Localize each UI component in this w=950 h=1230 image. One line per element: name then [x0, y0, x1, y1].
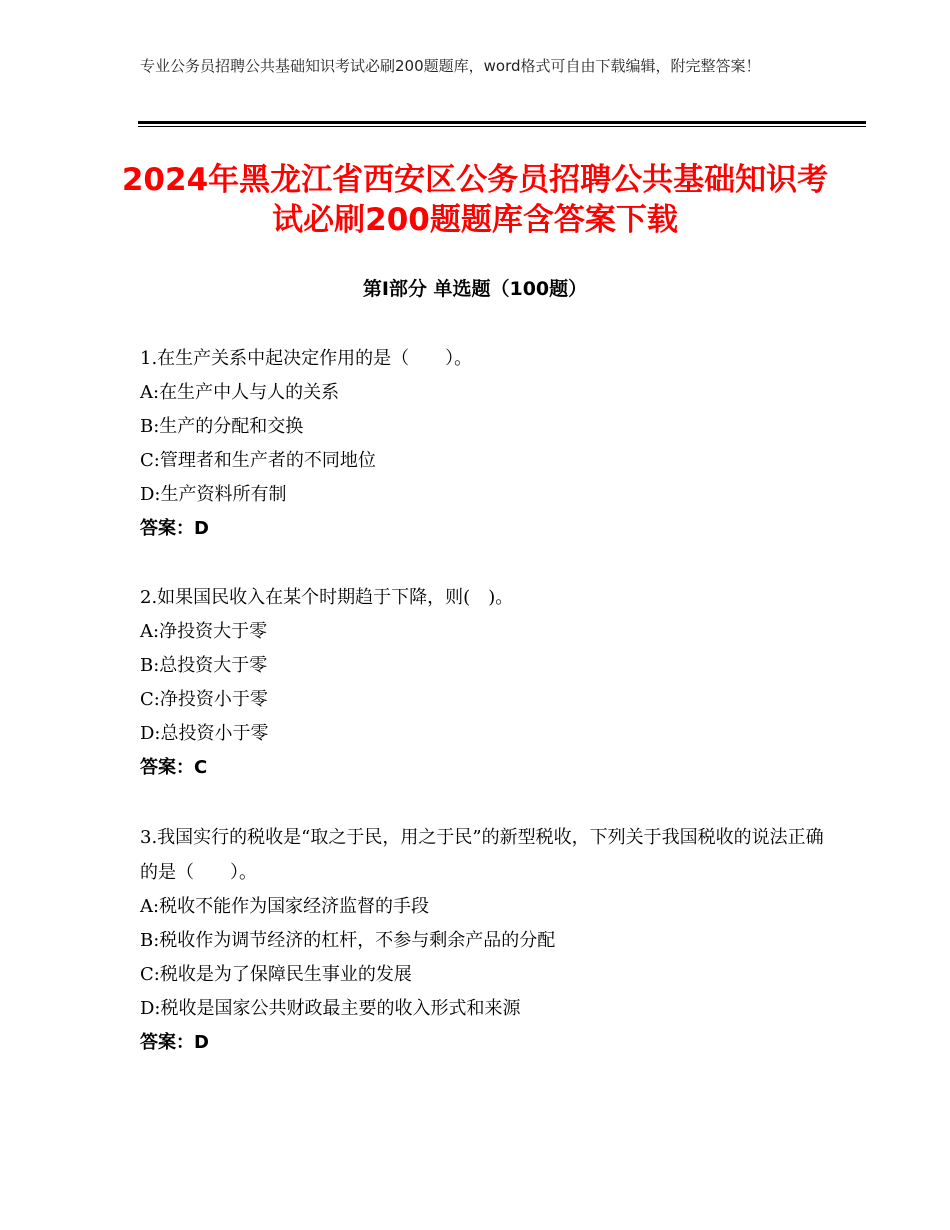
- question-stem: 1.在生产关系中起决定作用的是（ ）。: [140, 348, 473, 369]
- option-d: D:生产资料所有制: [140, 484, 287, 505]
- question-stem: 3.我国实行的税收是“取之于民，用之于民”的新型税收，下列关于我国税收的说法正确的是（ ）。: [140, 827, 824, 883]
- question-3: [140, 820, 840, 1060]
- option-d: D:总投资小于零: [140, 723, 269, 744]
- option-d: D:税收是国家公共财政最主要的收入形式和来源: [140, 998, 521, 1019]
- header-divider-thin: [138, 126, 866, 127]
- answer: 答案：D: [140, 1032, 209, 1053]
- question-2: [140, 581, 840, 785]
- question-1: [140, 342, 840, 546]
- option-b: B:税收作为调节经济的杠杆，不参与剩余产品的分配: [140, 930, 556, 951]
- question-stem: 2.如果国民收入在某个时期趋于下降，则( )。: [140, 587, 514, 608]
- section-title: 第I部分 单选题（100题）: [362, 278, 588, 300]
- option-c: C:净投资小于零: [140, 689, 268, 710]
- option-a: A:净投资大于零: [140, 621, 268, 642]
- question-list: [140, 342, 840, 1095]
- header-note: 专业公务员招聘公共基础知识考试必刷200题题库，word格式可自由下载编辑，附完整答案！: [140, 57, 761, 75]
- option-b: B:生产的分配和交换: [140, 416, 304, 437]
- document-title: 2024年黑龙江省西安区公务员招聘公共基础知识考试必刷200题题库含答案下载: [121, 162, 829, 238]
- option-a: A:税收不能作为国家经济监督的手段: [140, 896, 430, 917]
- header-divider-thick: [138, 121, 866, 124]
- answer: 答案：C: [140, 757, 208, 778]
- answer: 答案：D: [140, 518, 209, 539]
- option-a: A:在生产中人与人的关系: [140, 382, 340, 403]
- option-b: B:总投资大于零: [140, 655, 268, 676]
- option-c: C:管理者和生产者的不同地位: [140, 450, 376, 471]
- option-c: C:税收是为了保障民生事业的发展: [140, 964, 412, 985]
